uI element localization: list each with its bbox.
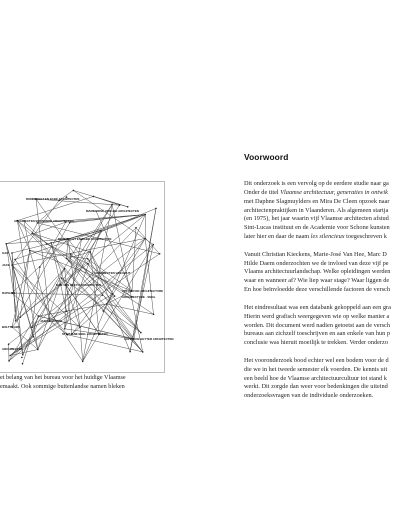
diagram-node-label: RAPHAEL	[2, 291, 16, 295]
diagram-connector	[6, 244, 23, 355]
text-segment: conclusie was hieruit moeilijk te trekken. Verder onderzo	[244, 339, 388, 347]
diagram-node-label: XAVIER DE GEYTER ARCHITECTEN	[124, 337, 174, 341]
diagram-connector	[83, 245, 154, 362]
text-segment: Dit onderzoek is een vervolg op de eerdere studie naar ga	[244, 180, 389, 187]
diagram-node	[11, 252, 13, 254]
diagram-connector	[12, 238, 145, 265]
paragraph-gap	[244, 295, 400, 304]
text-segment: een beeld hoe de Vlaamse architectuurcultuur tot stand k	[244, 374, 387, 382]
diagram-node	[66, 258, 68, 260]
text-line	[244, 357, 400, 366]
diagram-node	[100, 230, 102, 232]
diagram-node	[145, 214, 147, 216]
text-line	[244, 215, 400, 224]
diagram-node-label: ARCHITECTEN BRONDBRE ARCHITECTEN	[14, 219, 74, 223]
text-line	[244, 268, 400, 277]
text-line	[244, 339, 400, 348]
diagram-node-label: JAN DE BRUYN	[40, 319, 62, 323]
text-line	[244, 198, 400, 207]
diagram-node-label: OFFICE FOR ARCHITECTURE	[122, 289, 164, 293]
diagram-connector	[82, 208, 157, 239]
diagram-connector	[24, 221, 30, 251]
diagram-node	[82, 361, 84, 363]
diagram-node	[31, 327, 33, 329]
diagram-node	[73, 190, 75, 192]
text-line	[244, 392, 400, 401]
diagram-node	[14, 259, 16, 261]
text-segment: Het vooronderzoek bood echter wel een bodem voor de d	[244, 356, 389, 364]
diagram-connector	[82, 215, 146, 240]
text-line	[244, 277, 400, 286]
text-line	[244, 322, 400, 331]
text-segment: met Daphne Slagmuylders en Mira De Cleen opzoek naar	[244, 197, 390, 205]
text-line	[244, 366, 400, 375]
text-line	[244, 207, 400, 216]
text-line	[244, 233, 400, 242]
diagram-connector	[40, 222, 66, 267]
diagram-connector	[107, 304, 154, 314]
diagram-node	[22, 363, 24, 365]
diagram-node	[102, 294, 104, 296]
text-line	[244, 180, 400, 189]
diagram-node	[21, 357, 23, 359]
text-line	[244, 189, 400, 198]
diagram-node-label: JACE	[2, 263, 10, 267]
diagram-node	[144, 238, 146, 240]
diagram-node	[127, 206, 129, 208]
diagram-connector	[12, 293, 38, 316]
diagram-node	[50, 242, 52, 244]
diagram-node	[155, 208, 157, 210]
text-line	[244, 286, 400, 295]
text-segment: die we in het tweede semester elk voerden. De kennis uit	[244, 365, 388, 373]
diagram-node	[64, 268, 66, 270]
page-heading: Voorwoord	[244, 152, 289, 162]
paragraph-gap	[244, 348, 400, 357]
diagram-node	[153, 314, 155, 316]
text-segment: architectenpraktijken in Vlaanderen. Als algemeen startja	[244, 206, 389, 214]
diagram-node	[38, 315, 40, 317]
diagram-node	[106, 303, 108, 305]
diagram-node	[31, 233, 33, 235]
diagram-node	[87, 258, 89, 260]
diagram-node	[140, 332, 142, 334]
diagram-node-label: MARIE-JOSÉ VAN HEE ARCHITECTEN	[86, 209, 139, 213]
diagram-node	[19, 316, 21, 318]
text-segment: bureaus aan zichzelf toeschrijven en aan enkele van hun p	[244, 330, 390, 338]
text-line	[244, 313, 400, 322]
diagram-node	[79, 327, 81, 329]
diagram-node-label: GAN	[2, 251, 9, 255]
diagram-connector	[12, 265, 67, 335]
diagram-node	[5, 243, 7, 245]
diagram-node	[66, 310, 68, 312]
text-line	[244, 383, 400, 392]
diagram-connector	[38, 278, 62, 349]
diagram-connector	[67, 239, 69, 259]
diagram-node	[90, 251, 92, 253]
text-line	[244, 375, 400, 384]
diagram-node-label: STÉPHANE BEEL ARCHITECTEN	[62, 332, 108, 336]
diagram-node-label: BOLTTEGEN	[2, 325, 20, 329]
diagram-node	[114, 295, 116, 297]
diagram-node	[9, 355, 11, 357]
diagram-node	[29, 250, 31, 252]
network-diagram	[0, 181, 174, 373]
diagram-node	[159, 253, 161, 255]
text-segment: Hilde Daem onderzochten we de invloed van deze vijf pe	[244, 259, 389, 267]
text-segment: En hoe beïnvloedde deze verschillende factoren de versch	[244, 286, 390, 294]
text-segment: Vlaams architectuurlandschap. Welke opleidingen werden	[244, 268, 391, 276]
text-segment: later hier en daar de naam	[244, 233, 311, 241]
diagram-node-label: ARCHITECTURE - SMAL	[122, 295, 156, 299]
italic-text: Vlaamse architectuur, generaties in ontwik	[280, 188, 388, 196]
text-line	[244, 304, 400, 313]
diagram-node	[15, 320, 17, 322]
diagram-connector	[30, 251, 50, 322]
diagram-node	[46, 243, 48, 245]
caption-line: et belang van het bureau voor het huidige Vlaamse	[0, 374, 126, 381]
figure-caption	[0, 374, 160, 391]
diagram-node-label: ARCHITECTEN VAN HOUT	[94, 271, 131, 275]
diagram-connector	[136, 228, 160, 254]
paragraph-gap	[244, 242, 400, 251]
diagram-node	[119, 204, 121, 206]
text-line	[244, 251, 400, 260]
text-line	[244, 260, 400, 269]
diagram-node	[37, 349, 39, 351]
diagram-node	[70, 253, 72, 255]
text-segment: Sint-Lucas instituut en de Academie voor Schone kunsten	[244, 224, 390, 232]
text-segment: waar en wanneer af? Wie liep waar stage? Waar liggen de	[244, 277, 390, 285]
caption-line: emaakt. Ook sommige buitenlandse namen bleken	[0, 382, 125, 390]
diagram-node	[112, 293, 114, 295]
diagram-node	[87, 263, 89, 265]
text-segment: Hierin werd grafisch weergegeven wie op welke manier a	[244, 312, 390, 320]
text-segment: (en 1975), het jaar waarin vijf Vlaamse architecten afstud	[244, 215, 389, 223]
diagram-node	[102, 310, 104, 312]
diagram-node-label: RONNEBOLT EN BABÉ ARCHITECTEN	[58, 237, 112, 241]
text-line	[244, 330, 400, 339]
diagram-connector	[23, 269, 65, 355]
diagram-node	[8, 343, 10, 345]
diagram-node	[135, 227, 137, 229]
text-segment: onderzoeksvragen van de individuele onderzoeken.	[244, 392, 374, 400]
text-segment: worden. Dit document werd nadien getoetst aan de versch	[244, 321, 391, 329]
diagram-node	[153, 244, 155, 246]
diagram-node	[111, 204, 113, 206]
diagram-node	[33, 336, 35, 338]
diagram-connector	[23, 316, 39, 355]
diagram-node	[61, 277, 63, 279]
text-segment: Het eindresultaat was een databank gekoppeld aan een gra	[244, 303, 391, 311]
italic-text: les silencieux	[310, 233, 345, 241]
text-line	[244, 224, 400, 233]
diagram-node	[142, 351, 144, 353]
diagram-connector	[94, 196, 128, 206]
text-segment: Vanuit Christian Kieckens, Marie-José Van Hee, Marc D	[244, 250, 387, 258]
diagram-node-label: RONNEBOLT EN BABÉ ARCHITECTEN	[26, 197, 80, 201]
network-diagram-svg	[0, 182, 174, 372]
text-segment: werkt. Dit zorgde dan weer voor bedenkingen die uiteind	[244, 383, 388, 391]
diagram-node	[22, 354, 24, 356]
diagram-node	[64, 328, 66, 330]
body-text	[244, 180, 400, 401]
text-segment: Onder de titel	[244, 188, 281, 196]
diagram-node	[11, 264, 13, 266]
diagram-node	[129, 351, 131, 353]
diagram-node	[39, 266, 41, 268]
diagram-node-label: ARCHITECTEN	[2, 347, 23, 351]
diagram-node	[8, 360, 10, 362]
text-segment: toegeschreven k	[344, 233, 387, 241]
diagram-node	[93, 196, 95, 198]
diagram-node-label: BOB VAN REETH ARCHITECTEN	[56, 283, 102, 287]
